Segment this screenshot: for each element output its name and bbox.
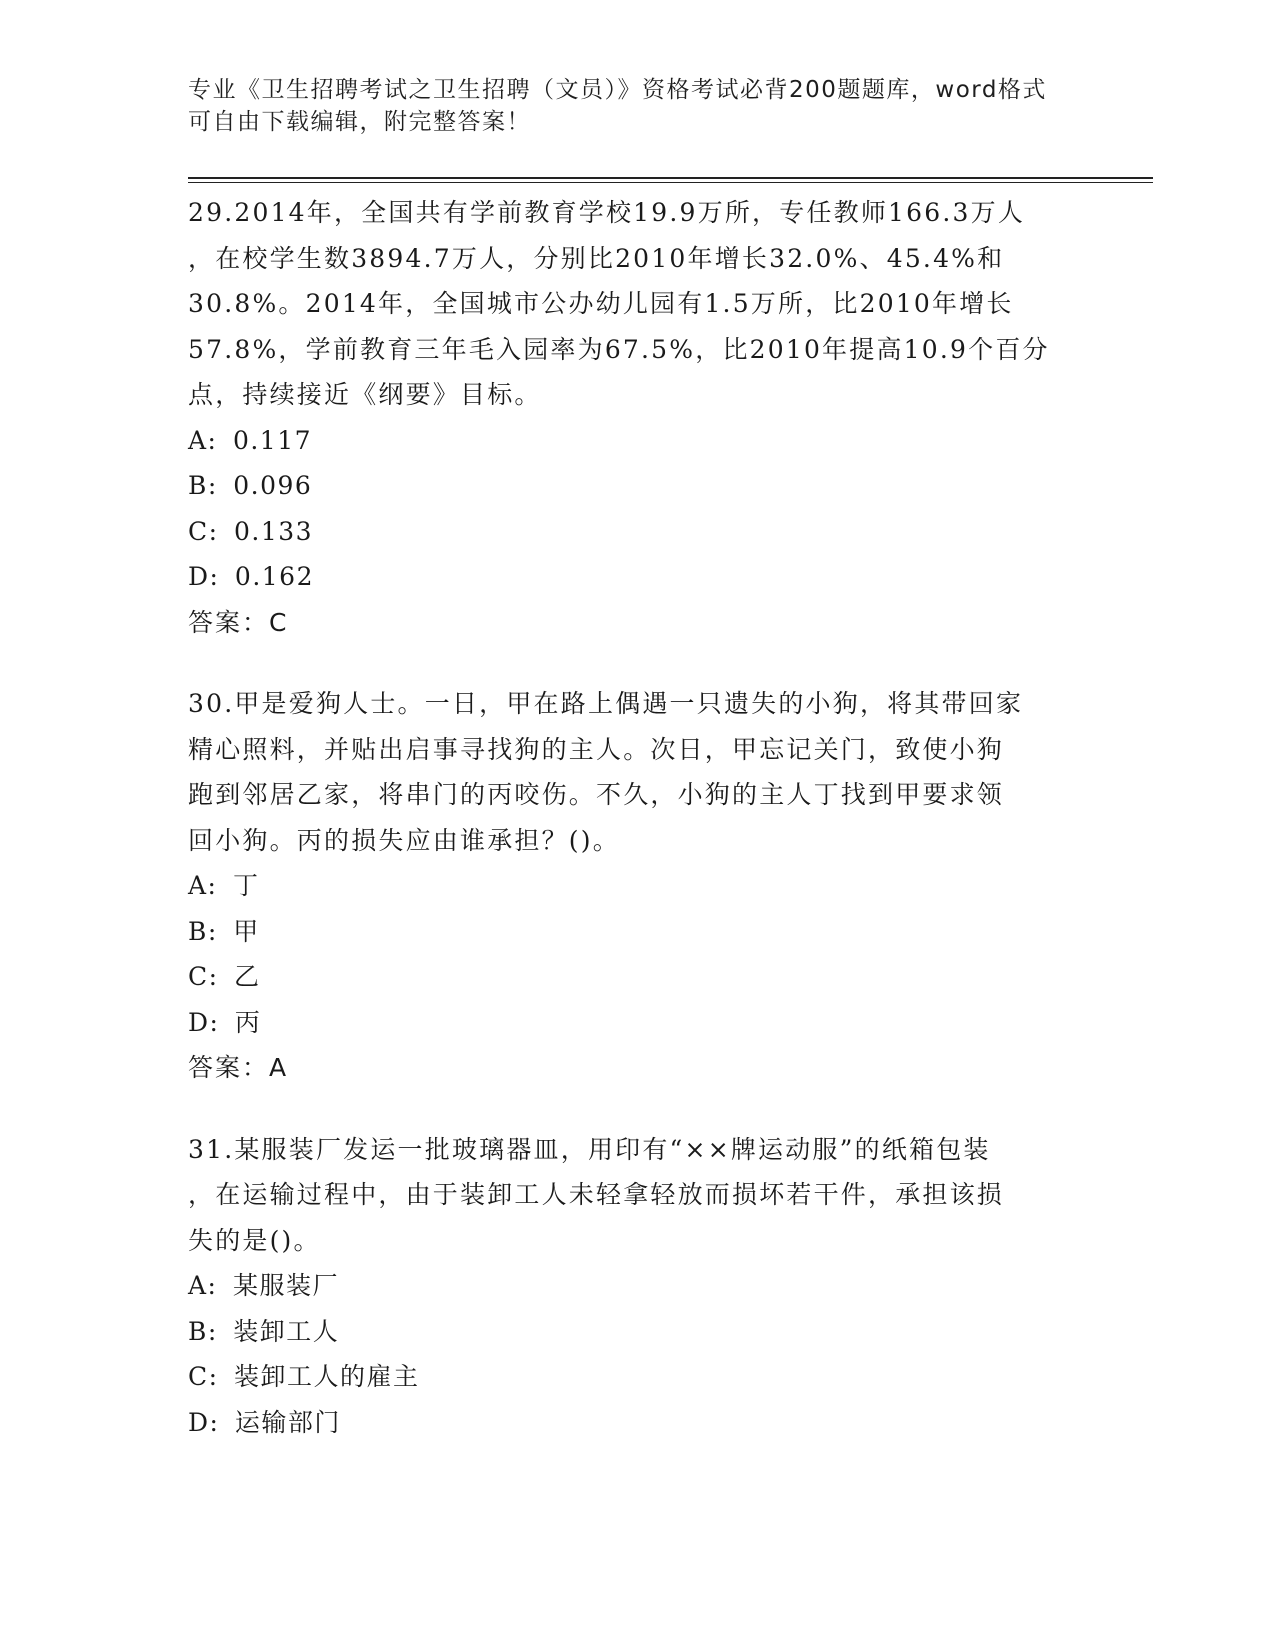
option-text: 某服装厂 bbox=[232, 1271, 339, 1300]
stem-line: 精心照料，并贴出启事寻找狗的主人。次日，甲忘记关门，致使小狗 bbox=[188, 734, 1005, 764]
option-b bbox=[188, 909, 1073, 955]
stem-line: 失的是()。 bbox=[188, 1225, 321, 1255]
stem-line: 29.2014年，全国共有学前教育学校19.9万所，专任教师166.3万人 bbox=[188, 198, 1026, 227]
header-title-line-1: 专业《卫生招聘考试之卫生招聘（文员）》资格考试必背200题题库，word格式 bbox=[188, 77, 1047, 103]
option-letter: B: bbox=[188, 1316, 218, 1346]
option-letter: C: bbox=[188, 1362, 219, 1391]
option-text: 甲 bbox=[233, 916, 260, 946]
option-text: 丁 bbox=[232, 871, 260, 900]
question-list bbox=[188, 190, 1073, 1481]
option-letter: B: bbox=[188, 916, 218, 946]
stem-line: 点，持续接近《纲要》目标。 bbox=[188, 380, 542, 409]
stem-line: 跑到邻居乙家，将串门的丙咬伤。不久，小狗的主人丁找到甲要求领 bbox=[188, 780, 1005, 809]
question-29 bbox=[188, 190, 1073, 645]
stem-line: 30.甲是爱狗人士。一日，甲在路上偶遇一只遗失的小狗，将其带回家 bbox=[188, 689, 1024, 718]
option-text: 装卸工人的雇主 bbox=[234, 1362, 420, 1391]
option-letter: A: bbox=[188, 1271, 218, 1300]
option-text: 运输部门 bbox=[234, 1407, 341, 1437]
header-title-line-2: 可自由下载编辑，附完整答案！ bbox=[188, 109, 531, 135]
stem-line: ，在校学生数3894.7万人，分别比2010年增长32.0%、45.4%和 bbox=[188, 243, 1005, 273]
option-letter: C: bbox=[188, 516, 219, 546]
stem-line: 30.8%。2014年，全国城市公办幼儿园有1.5万所，比2010年增长 bbox=[188, 289, 1014, 318]
option-b bbox=[188, 1309, 1073, 1355]
question-31 bbox=[188, 1127, 1073, 1446]
option-a bbox=[188, 863, 1073, 909]
option-letter: A: bbox=[188, 871, 218, 900]
header-divider-thick bbox=[188, 177, 1153, 179]
option-text: 0.117 bbox=[232, 425, 313, 455]
answer-line: 答案：C bbox=[188, 607, 289, 637]
option-c bbox=[188, 1354, 1073, 1400]
stem-line: ，在运输过程中，由于装卸工人未轻拿轻放而损坏若干件，承担该损 bbox=[188, 1180, 1005, 1209]
question-30 bbox=[188, 681, 1073, 1091]
stem-line: 57.8%，学前教育三年毛入园率为67.5%，比2010年提高10.9个百分 bbox=[188, 334, 1050, 364]
option-letter: D: bbox=[188, 1007, 220, 1037]
option-text: 0.133 bbox=[234, 516, 314, 546]
document-header bbox=[188, 74, 1068, 138]
header-divider-thin bbox=[188, 182, 1153, 183]
option-d bbox=[188, 1000, 1073, 1046]
option-c bbox=[188, 509, 1073, 555]
question-stem bbox=[188, 1127, 1073, 1264]
option-a bbox=[188, 1263, 1073, 1309]
option-a bbox=[188, 418, 1073, 464]
stem-line: 回小狗。丙的损失应由谁承担？()。 bbox=[188, 825, 620, 855]
stem-line: 31.某服装厂发运一批玻璃器皿，用印有“××牌运动服”的纸箱包装 bbox=[188, 1134, 991, 1164]
option-c bbox=[188, 954, 1073, 1000]
option-letter: B: bbox=[188, 471, 218, 500]
option-d bbox=[188, 1400, 1073, 1446]
option-text: 装卸工人 bbox=[233, 1316, 340, 1346]
question-stem bbox=[188, 681, 1073, 863]
option-text: 0.162 bbox=[234, 562, 314, 591]
option-d bbox=[188, 554, 1073, 600]
option-text: 丙 bbox=[234, 1007, 262, 1037]
option-text: 乙 bbox=[234, 962, 261, 991]
answer-line: 答案：A bbox=[188, 1053, 289, 1082]
option-letter: C: bbox=[188, 962, 219, 991]
option-letter: D: bbox=[188, 1407, 220, 1437]
question-stem bbox=[188, 190, 1073, 418]
option-letter: A: bbox=[188, 425, 218, 455]
option-text: 0.096 bbox=[233, 471, 313, 500]
option-letter: D: bbox=[188, 562, 220, 591]
option-b bbox=[188, 463, 1073, 509]
